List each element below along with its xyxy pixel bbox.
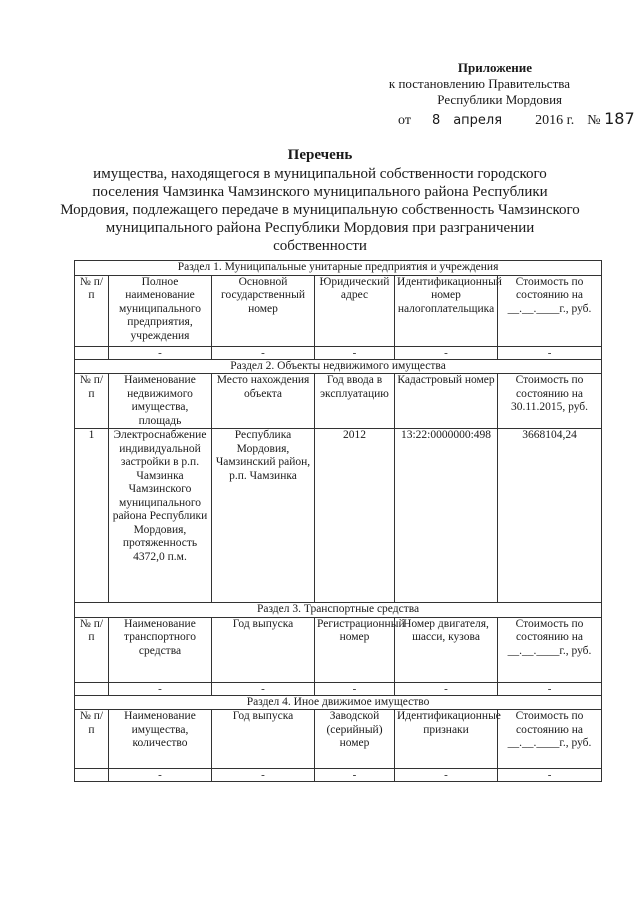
header-cell: Номер двигателя, шасси, кузова [395, 617, 498, 682]
table-cell: - [212, 682, 315, 695]
header-cell: Юридический адрес [315, 275, 395, 346]
header-cell: № п/п [75, 374, 109, 429]
table-cell [75, 682, 109, 695]
cadastral-number: 13:22:0000000:498 [395, 429, 498, 603]
document-title: Перечень [287, 147, 353, 163]
property-location: Республика Мордовия, Чамзинский район, р.п. Чамзинка [212, 429, 315, 603]
header-cell: Идентификационный номер налогоплательщика [395, 275, 498, 346]
header-cell: Заводской (серийный) номер [315, 710, 395, 769]
header-cell: № п/п [75, 617, 109, 682]
document-heading [60, 146, 580, 255]
header-cell: Полное наименование муниципального предприятия, учреждения [109, 275, 212, 346]
header-cell: Место нахождения объекта [212, 374, 315, 429]
table-cell: - [315, 682, 395, 695]
header-cell: Наименование транспортного средства [109, 617, 212, 682]
section-3-title: Раздел 3. Транспортные средства [75, 603, 602, 618]
row-number: 1 [75, 429, 109, 603]
property-list-table [74, 260, 602, 782]
document-subtitle: имущества, находящегося в муниципальной собственности городского поселения Чамзинка Чамзинского муниципального района Республики Мордовия, подлежащего передаче в муниципальную собственность Чамзинского муниципального района Республики Мордовия при разграничении собственности [60, 166, 580, 254]
header-cell: Наименование недвижимого имущества, площадь [109, 374, 212, 429]
table-cell [75, 346, 109, 359]
header-cell: Год выпуска [212, 710, 315, 769]
table-cell: - [315, 769, 395, 782]
table-cell: - [498, 682, 602, 695]
header-cell: Основной государственный номер [212, 275, 315, 346]
header-cell: № п/п [75, 275, 109, 346]
section-2-title: Раздел 2. Объекты недвижимого имущества [75, 359, 602, 374]
header-cell: Регистрационный номер [315, 617, 395, 682]
header-cell: Стоимость по состоянию на 30.11.2015, руб. [498, 374, 602, 429]
decree-date-line [398, 109, 635, 129]
table-cell [75, 769, 109, 782]
appendix-block [360, 60, 600, 108]
header-cell: Наименование имущества, количество [109, 710, 212, 769]
number-sign: № [587, 113, 601, 128]
table-cell: - [395, 682, 498, 695]
table-cell: - [109, 682, 212, 695]
appendix-title: Приложение [457, 60, 532, 75]
header-cell: Год ввода в эксплуатацию [315, 374, 395, 429]
header-cell: Стоимость по состоянию на __.__.____г., руб. [498, 710, 602, 769]
date-prefix: от [398, 113, 411, 128]
header-cell: Год выпуска [212, 617, 315, 682]
table-cell: - [109, 769, 212, 782]
table-row [75, 429, 602, 603]
table-cell: - [212, 769, 315, 782]
table-cell: - [395, 769, 498, 782]
appendix-line-1: к постановлению Правительства [388, 76, 570, 91]
table-cell: - [109, 346, 212, 359]
table-cell: - [315, 346, 395, 359]
date-month: апреля [453, 113, 503, 128]
commission-year: 2012 [315, 429, 395, 603]
section-1-title: Раздел 1. Муниципальные унитарные предприятия и учреждения [75, 261, 602, 276]
date-day: 8 [431, 113, 441, 128]
header-cell: Кадастровый номер [395, 374, 498, 429]
table-cell: - [498, 769, 602, 782]
table-cell: - [212, 346, 315, 359]
decree-number: 187 [604, 109, 635, 128]
property-name: Электроснабжение индивидуальной застройки в р.п. Чамзинка Чамзинского муниципального района Республики Мордовия, протяженность 4372,0 п.м. [109, 429, 212, 603]
date-year: 2016 г. [535, 113, 575, 128]
property-value: 3668104,24 [498, 429, 602, 603]
header-cell: Стоимость по состоянию на __.__.____г., руб. [498, 617, 602, 682]
header-cell: № п/п [75, 710, 109, 769]
table-cell: - [395, 346, 498, 359]
table-cell: - [498, 346, 602, 359]
header-cell: Идентификационные признаки [395, 710, 498, 769]
appendix-line-2: Республики Мордовия [437, 92, 562, 107]
header-cell: Стоимость по состоянию на __.__.____г., руб. [498, 275, 602, 346]
section-4-title: Раздел 4. Иное движимое имущество [75, 695, 602, 710]
